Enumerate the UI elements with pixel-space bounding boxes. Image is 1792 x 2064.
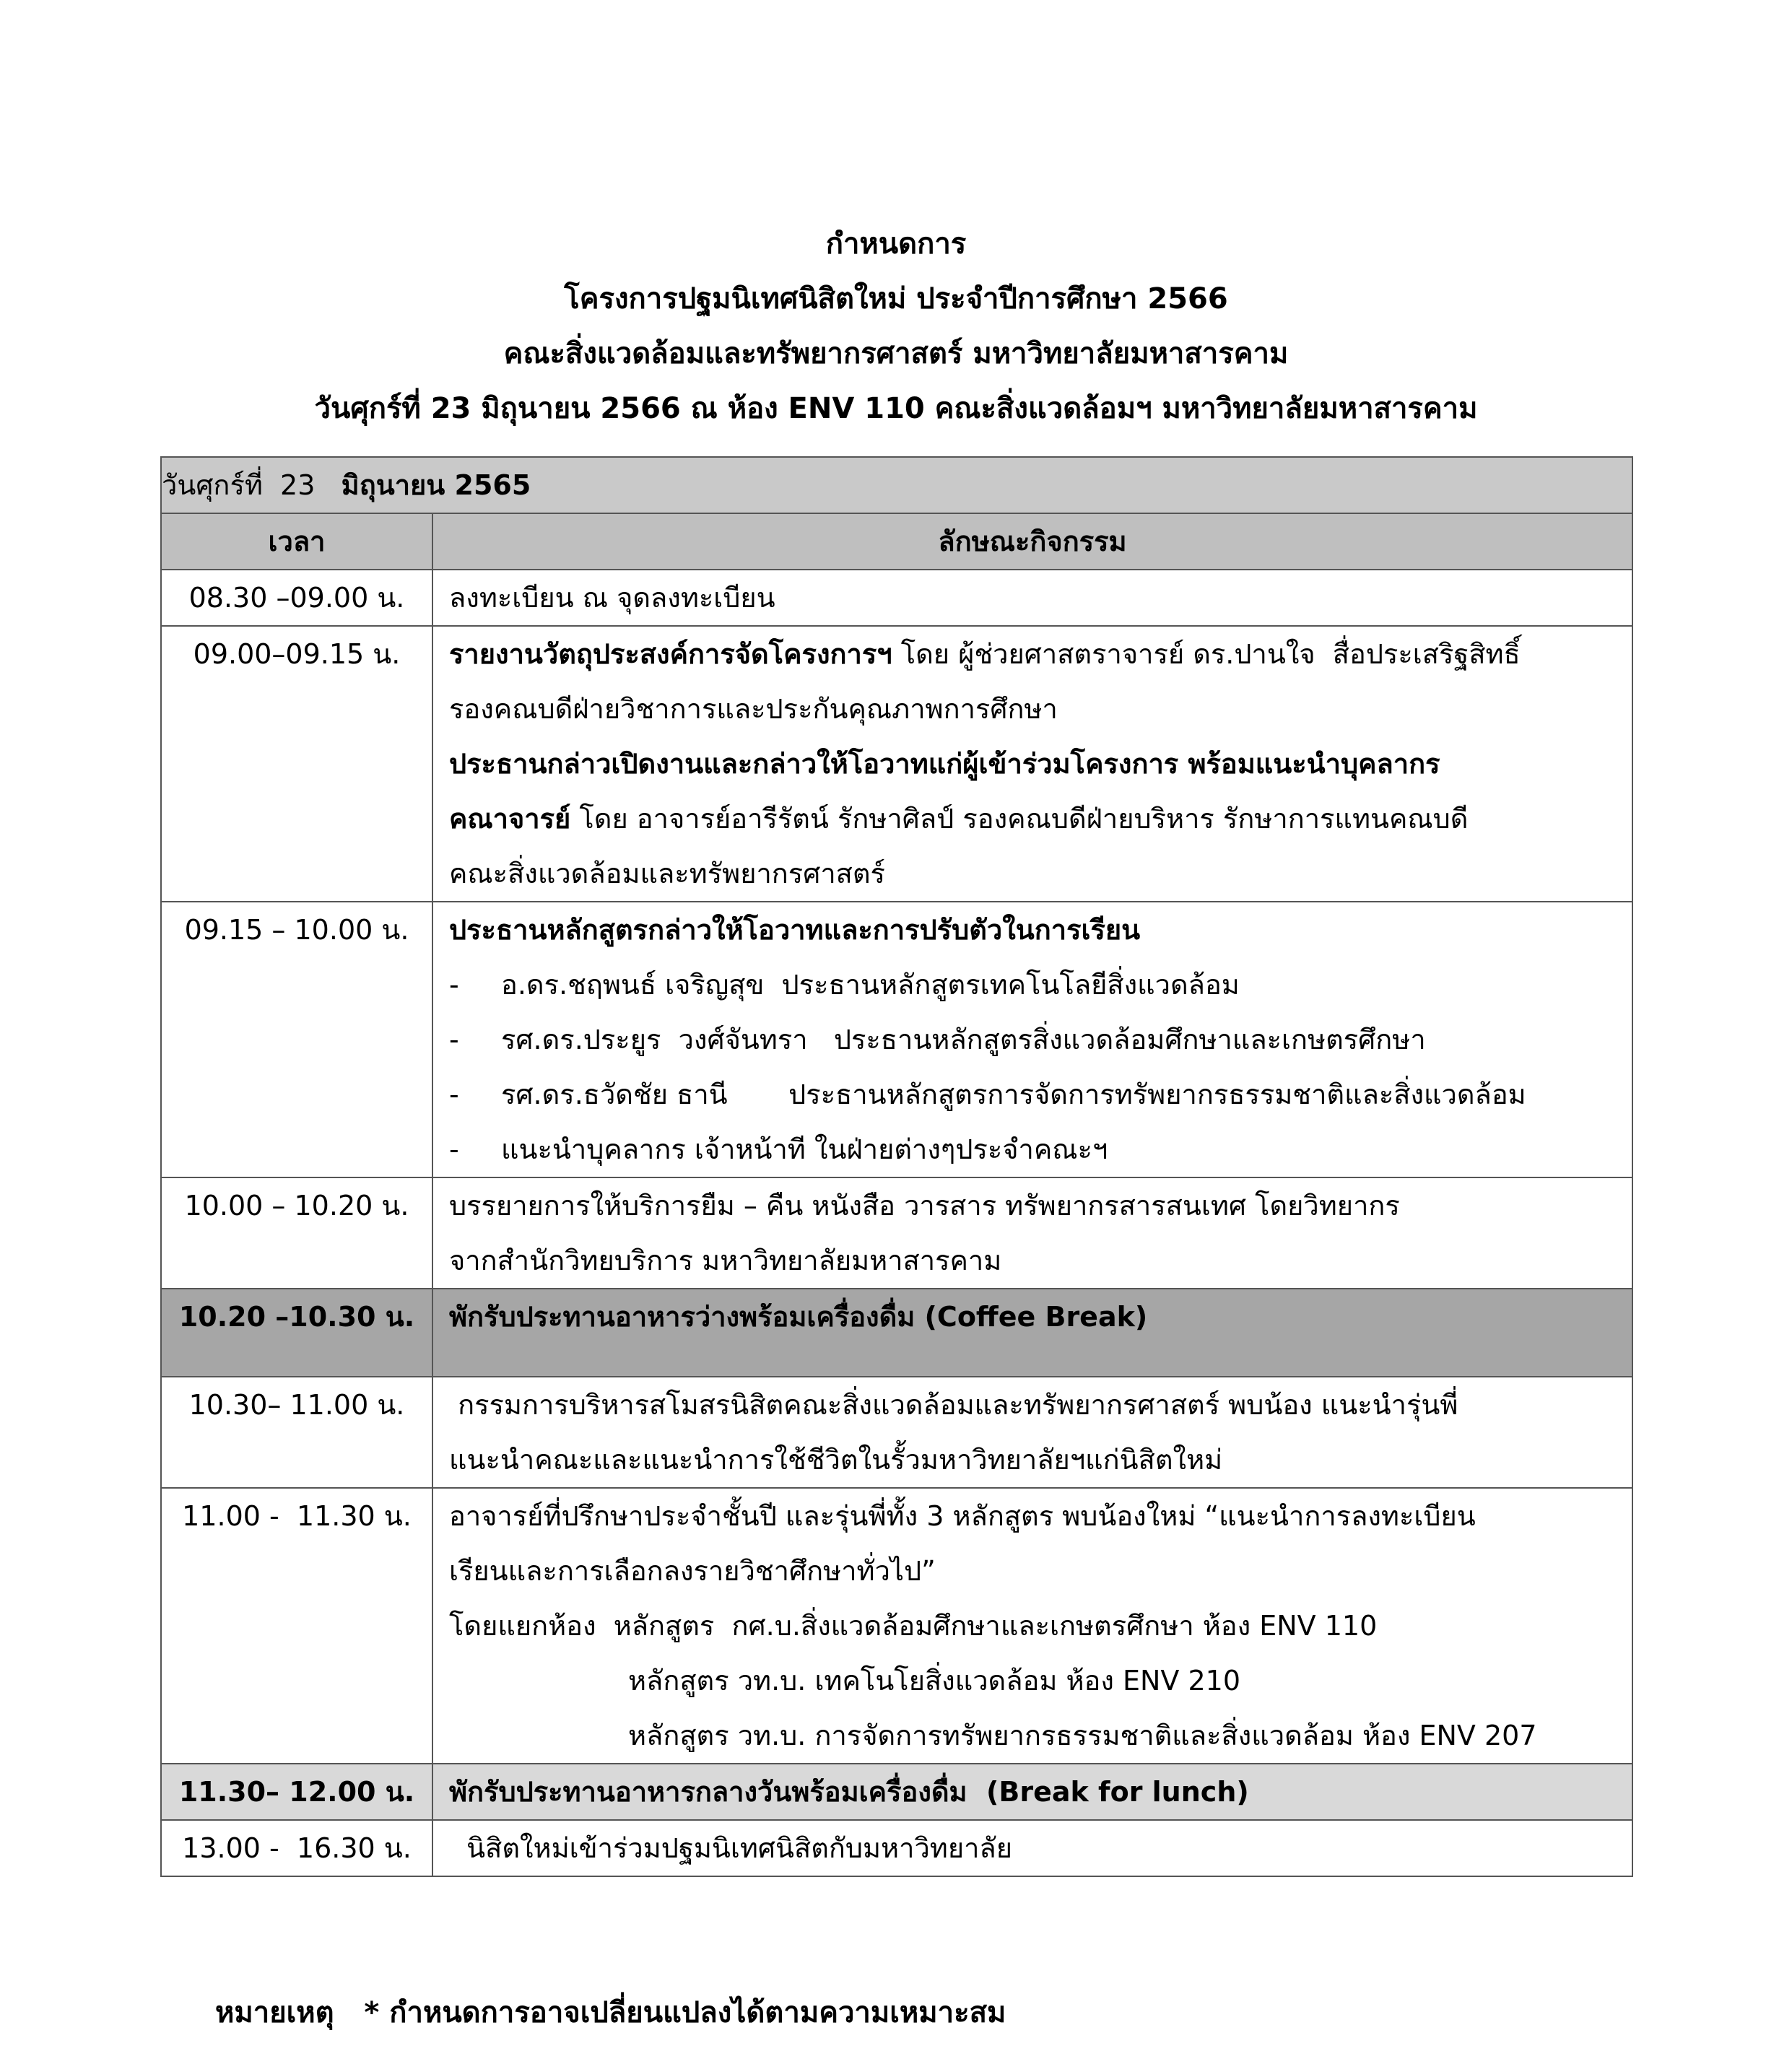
schedule-table <box>160 456 1633 1877</box>
row-activity <box>432 1177 1632 1289</box>
list-item-text: อ.ดร.ชฤพนธ์ เจริญสุข ประธานหลักสูตรเทคโนโลยีสิ่งแวดล้อม <box>501 969 1240 1001</box>
row-time: 13.00 - 16.30 น. <box>161 1820 432 1876</box>
row-time: 11.00 - 11.30 น. <box>161 1488 432 1764</box>
activity-line: นิสิตใหม่เข้าร่วมปฐมนิเทศนิสิตกับมหาวิทยาลัย <box>449 1832 1012 1864</box>
bullet-dash: - <box>449 1024 459 1055</box>
row-time: 09.15 – 10.00 น. <box>161 902 432 1177</box>
activity-line: รองคณบดีฝ่ายวิชาการและประกันคุณภาพการศึกษา <box>449 693 1058 725</box>
table-row <box>161 1488 1632 1764</box>
activity-line <box>433 627 1632 682</box>
activity-text: หลักสูตร วท.บ. เทคโนโยสิ่งแวดล้อม ห้อง ENV 210 <box>628 1665 1241 1697</box>
list-item <box>433 1122 1632 1177</box>
row-activity <box>432 626 1632 902</box>
row-time: 08.30 –09.00 น. <box>161 570 432 626</box>
row-time: 10.20 –10.30 น. <box>161 1289 432 1377</box>
faculty-name: คณะสิ่งแวดล้อมและทรัพยากรศาสตร์ มหาวิทยาลัยมหาสารคาม <box>503 337 1289 370</box>
table-row <box>161 1820 1632 1876</box>
table-row-coffee-break <box>161 1289 1632 1377</box>
activity-line: ประธานหลักสูตรกล่าวให้โอวาทและการปรับตัวในการเรียน <box>449 914 1141 946</box>
table-header-row <box>161 513 1632 570</box>
activity-text: หลักสูตร วท.บ. การจัดการทรัพยากรธรรมชาติและสิ่งแวดล้อม ห้อง ENV 207 <box>628 1720 1537 1751</box>
date-cell <box>161 457 1632 513</box>
row-time: 09.00–09.15 น. <box>161 626 432 902</box>
bullet-dash: - <box>449 1079 459 1110</box>
list-item-text: แนะนำบุคลากร เจ้าหน้าที ในฝ่ายต่างๆประจำคณะฯ <box>501 1133 1108 1165</box>
list-item <box>433 957 1632 1012</box>
activity-bold-text: รายงานวัตถุประสงค์การจัดโครงการฯ <box>449 638 892 670</box>
doc-title: กำหนดการ <box>825 227 967 261</box>
document-header <box>0 217 1792 436</box>
row-activity <box>432 1764 1632 1820</box>
activity-line: กรรมการบริหารสโมสรนิสิตคณะสิ่งแวดล้อมและทรัพยากรศาสตร์ พบน้อง แนะนำรุ่นพี่ <box>449 1389 1458 1421</box>
list-item-text: รศ.ดร.ประยูร วงศ์จันทรา ประธานหลักสูตรสิ่งแวดล้อมศึกษาและเกษตรศึกษา <box>501 1024 1426 1055</box>
column-header-activity: ลักษณะกิจกรรม <box>432 513 1632 570</box>
row-time: 10.30– 11.00 น. <box>161 1377 432 1488</box>
footnote: หมายเหตุ * กำหนดการอาจเปลี่ยนแปลงได้ตามความเหมาะสม <box>215 1996 1006 2029</box>
list-item-text: รศ.ดร.ธวัดชัย ธานี ประธานหลักสูตรการจัดการทรัพยากรธรรมชาติและสิ่งแวดล้อม <box>501 1079 1526 1110</box>
date-prefix: วันศุกร์ที่ 23 <box>162 469 342 501</box>
activity-line: คณะสิ่งแวดล้อมและทรัพยากรศาสตร์ <box>449 858 885 889</box>
activity-line: ลงทะเบียน ณ จุดลงทะเบียน <box>449 582 775 614</box>
activity-text: โดย อาจารย์อารีรัตน์ รักษาศิลป์ รองคณบดีฝ่ายบริหาร รักษาการแทนคณบดี <box>570 803 1469 835</box>
table-row <box>161 1177 1632 1289</box>
table-row <box>161 570 1632 626</box>
activity-bold-text: คณาจารย์ <box>449 803 571 835</box>
table-row-lunch-break <box>161 1764 1632 1820</box>
list-item <box>433 1067 1632 1122</box>
activity-line: อาจารย์ที่ปรึกษาประจำชั้นปี และรุ่นพี่ทั้ง 3 หลักสูตร พบน้องใหม่ “แนะนำการลงทะเบียน <box>449 1500 1476 1532</box>
activity-line: ประธานกล่าวเปิดงานและกล่าวให้โอวาทแก่ผู้เข้าร่วมโครงการ พร้อมแนะนำบุคลากร <box>449 748 1440 780</box>
activity-line <box>433 791 1632 846</box>
row-activity <box>432 902 1632 1177</box>
activity-line: พักรับประทานอาหารกลางวันพร้อมเครื่องดื่ม (Break for lunch) <box>449 1776 1249 1808</box>
activity-line <box>433 1708 1632 1763</box>
activity-line: จากสำนักวิทยบริการ มหาวิทยาลัยมหาสารคาม <box>449 1245 1002 1276</box>
date-month-year: มิถุนายน 2565 <box>341 469 531 501</box>
project-title: โครงการปฐมนิเทศนิสิตใหม่ ประจำปีการศึกษา 2566 <box>564 282 1228 315</box>
activity-line: บรรยายการให้บริการยืม – คืน หนังสือ วารสาร ทรัพยากรสารสนเทศ โดยวิทยากร <box>449 1190 1400 1222</box>
table-row <box>161 626 1632 902</box>
row-activity <box>432 1377 1632 1488</box>
table-row <box>161 1377 1632 1488</box>
activity-line: โดยแยกห้อง หลักสูตร กศ.บ.สิ่งแวดล้อมศึกษาและเกษตรศึกษา ห้อง ENV 110 <box>449 1610 1378 1642</box>
row-time: 10.00 – 10.20 น. <box>161 1177 432 1289</box>
activity-line: พักรับประทานอาหารว่างพร้อมเครื่องดื่ม (Coffee Break) <box>449 1301 1148 1333</box>
column-header-time: เวลา <box>161 513 432 570</box>
list-item <box>433 1012 1632 1067</box>
table-date-row <box>161 457 1632 513</box>
row-activity <box>432 570 1632 626</box>
bullet-dash: - <box>449 1133 459 1165</box>
row-activity <box>432 1820 1632 1876</box>
bullet-dash: - <box>449 969 459 1001</box>
row-activity <box>432 1488 1632 1764</box>
row-activity <box>432 1289 1632 1377</box>
activity-text: โดย ผู้ช่วยศาสตราจารย์ ดร.ปานใจ สื่อประเสริฐสิทธิ์ <box>892 638 1521 670</box>
event-date-venue: วันศุกร์ที่ 23 มิถุนายน 2566 ณ ห้อง ENV 110 คณะสิ่งแวดล้อมฯ มหาวิทยาลัยมหาสารคาม <box>314 392 1478 425</box>
activity-line: เรียนและการเลือกลงรายวิชาศึกษาทั่วไป” <box>449 1555 936 1587</box>
activity-line: แนะนำคณะและแนะนำการใช้ชีวิตในรั้วมหาวิทยาลัยฯแก่นิสิตใหม่ <box>449 1444 1223 1476</box>
activity-line <box>433 1653 1632 1708</box>
row-time: 11.30– 12.00 น. <box>161 1764 432 1820</box>
table-row <box>161 902 1632 1177</box>
